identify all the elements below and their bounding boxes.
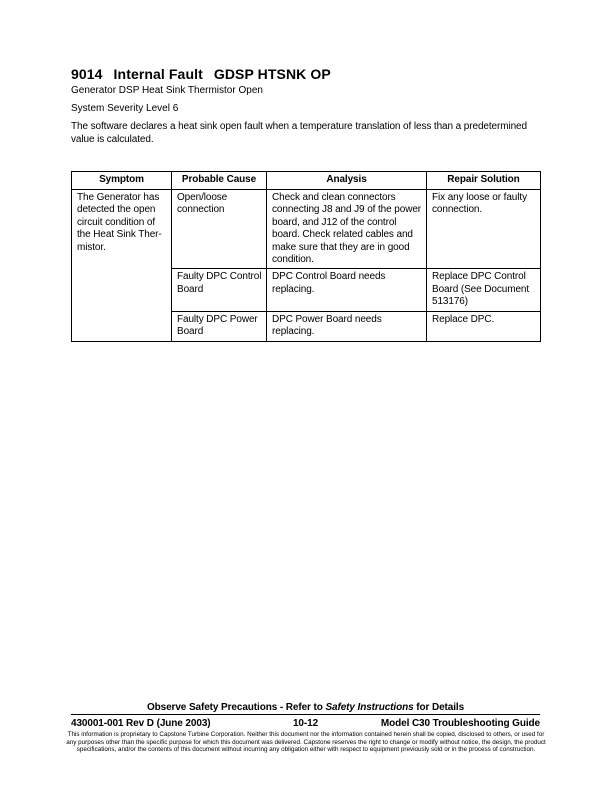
analysis-cell: DPC Control Board needs replacing. xyxy=(267,269,427,311)
troubleshooting-table xyxy=(71,171,541,342)
fault-code: 9014 xyxy=(71,66,103,82)
cause-cell: Open/loose connection xyxy=(172,190,267,269)
column-header-symptom: Symptom xyxy=(72,172,172,190)
safety-notice-prefix: Observe Safety Precautions - Refer to xyxy=(146,702,326,713)
column-header-repair-solution: Repair Solution xyxy=(427,172,541,190)
fault-name: GDSP HTSNK OP xyxy=(213,66,331,82)
page-footer xyxy=(71,718,540,729)
table-header-row xyxy=(72,172,541,190)
column-header-probable-cause: Probable Cause xyxy=(172,172,267,190)
safety-notice-reference: Safety Instructions xyxy=(325,702,414,713)
page-title xyxy=(71,66,331,82)
repair-cell: Replace DPC. xyxy=(427,311,541,341)
repair-cell: Fix any loose or faulty connection. xyxy=(427,190,541,269)
fault-type: Internal Fault xyxy=(113,66,203,82)
severity-level: System Severity Level 6 xyxy=(71,103,179,114)
safety-notice xyxy=(71,702,540,713)
footer-divider xyxy=(71,714,540,715)
doc-number: 430001-001 Rev D (June 2003) xyxy=(71,718,211,729)
safety-notice-suffix: for Details xyxy=(413,702,465,713)
cause-cell: Faulty DPC Control Board xyxy=(172,269,267,311)
page-number: 10-12 xyxy=(292,718,319,729)
analysis-cell: Check and clean connectors connecting J8 and J9 of the power board, and J12 of the control board. Check related cables and make sure that they are in good condition. xyxy=(267,190,427,269)
legal-notice: This information is proprietary to Capstone Turbine Corporation. Neither this document nor the information contained herein shall be copied, disclosed to others, or used for any purposes other than the specific purpose for which this document was delivered. Capstone reserves the right to change or modify without notice, the design, the product specifications, and/or the contents of this document without incurring any obligation either with respect to equipment previously sold or in the process of construction. xyxy=(66,731,546,753)
guide-title: Model C30 Troubleshooting Guide xyxy=(380,718,541,729)
analysis-cell: DPC Power Board needs replacing. xyxy=(267,311,427,341)
repair-cell: Replace DPC Control Board (See Document 513176) xyxy=(427,269,541,311)
fault-description: The software declares a heat sink open fault when a temperature translation of less than a predetermined value is calculated. xyxy=(71,121,527,145)
symptom-cell: The Generator has detected the open circuit condition of the Heat Sink Thermistor. xyxy=(72,190,172,342)
cause-cell: Faulty DPC Power Board xyxy=(172,311,267,341)
fault-subtitle: Generator DSP Heat Sink Thermistor Open xyxy=(71,85,263,96)
column-header-analysis: Analysis xyxy=(267,172,427,190)
table-row xyxy=(72,190,541,269)
